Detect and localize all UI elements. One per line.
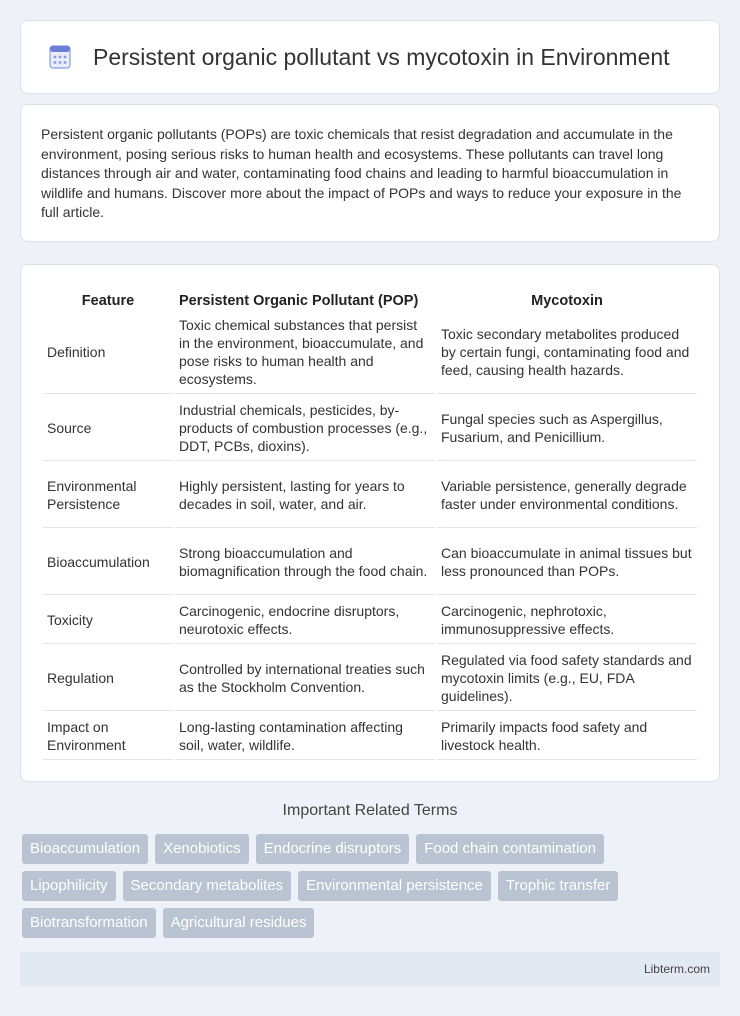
document-list-icon (47, 44, 73, 70)
tag-lipophilicity[interactable]: Lipophilicity (22, 871, 116, 901)
tag-xenobiotics[interactable]: Xenobiotics (155, 834, 249, 864)
column-header-pop: Persistent Organic Pollutant (POP) (179, 293, 419, 309)
table-header-row (43, 289, 697, 309)
mycotoxin-cell: Regulated via food safety standards and mycotoxin limits (e.g., EU, FDA guidelines). (437, 646, 697, 711)
tag-environmental-persistence[interactable]: Environmental persistence (298, 871, 491, 901)
mycotoxin-cell: Carcinogenic, nephrotoxic, immunosuppressive effects. (437, 597, 697, 644)
mycotoxin-cell: Fungal species such as Aspergillus, Fusarium, and Penicillium. (437, 396, 697, 461)
footer-site-link[interactable]: Libterm.com (643, 962, 710, 976)
table-row (43, 311, 697, 394)
header-card (20, 20, 720, 94)
feature-cell: Bioaccumulation (43, 530, 173, 595)
mycotoxin-cell: Toxic secondary metabolites produced by certain fungi, contaminating food and feed, causing health hazards. (437, 311, 697, 394)
tag-endocrine-disruptors[interactable]: Endocrine disruptors (256, 834, 410, 864)
table-row (43, 463, 697, 528)
mycotoxin-cell: Primarily impacts food safety and livestock health. (437, 713, 697, 760)
feature-cell: Definition (43, 311, 173, 394)
tag-trophic-transfer[interactable]: Trophic transfer (498, 871, 618, 901)
comparison-table-card (20, 264, 720, 782)
pop-cell: Carcinogenic, endocrine disruptors, neurotoxic effects. (175, 597, 435, 644)
tag-agricultural-residues[interactable]: Agricultural residues (163, 908, 315, 938)
feature-cell: Source (43, 396, 173, 461)
table-row (43, 597, 697, 644)
intro-text: Persistent organic pollutants (POPs) are toxic chemicals that resist degradation and accumulate in the environment, posing serious risks to human health and ecosystems. These pollutants can travel long distances through air and water, contaminating food chains and leading to harmful bioaccumulation in wildlife and humans. Discover more about the impact of POPs and ways to reduce your exposure in the full article. (41, 126, 682, 220)
intro-card (20, 104, 720, 242)
tag-food-chain-contamination[interactable]: Food chain contamination (416, 834, 604, 864)
column-header-mycotoxin: Mycotoxin (531, 293, 603, 309)
tag-biotransformation[interactable]: Biotransformation (22, 908, 156, 938)
page-title: Persistent organic pollutant vs mycotoxin in Environment (93, 43, 670, 70)
comparison-table (41, 287, 699, 762)
feature-cell: Regulation (43, 646, 173, 711)
pop-cell: Strong bioaccumulation and biomagnification through the food chain. (175, 530, 435, 595)
tag-bioaccumulation[interactable]: Bioaccumulation (22, 834, 148, 864)
mycotoxin-cell: Variable persistence, generally degrade faster under environmental conditions. (437, 463, 697, 528)
pop-cell: Industrial chemicals, pesticides, by-products of combustion processes (e.g., DDT, PCBs, dioxins). (175, 396, 435, 461)
mycotoxin-cell: Can bioaccumulate in animal tissues but less pronounced than POPs. (437, 530, 697, 595)
pop-cell: Toxic chemical substances that persist in the environment, bioaccumulate, and pose risks to human health and ecosystems. (175, 311, 435, 394)
related-terms-title: Important Related Terms (282, 802, 458, 819)
feature-cell: Impact on Environment (43, 713, 173, 760)
column-header-feature: Feature (81, 293, 135, 309)
related-terms-tags (22, 834, 722, 945)
feature-cell: Toxicity (43, 597, 173, 644)
table-row (43, 646, 697, 711)
table-row (43, 396, 697, 461)
feature-cell: Environmental Persistence (43, 463, 173, 528)
footer (20, 952, 720, 986)
table-row (43, 713, 697, 760)
pop-cell: Controlled by international treaties such as the Stockholm Convention. (175, 646, 435, 711)
pop-cell: Long-lasting contamination affecting soil, water, wildlife. (175, 713, 435, 760)
table-row (43, 530, 697, 595)
pop-cell: Highly persistent, lasting for years to decades in soil, water, and air. (175, 463, 435, 528)
tag-secondary-metabolites[interactable]: Secondary metabolites (123, 871, 292, 901)
